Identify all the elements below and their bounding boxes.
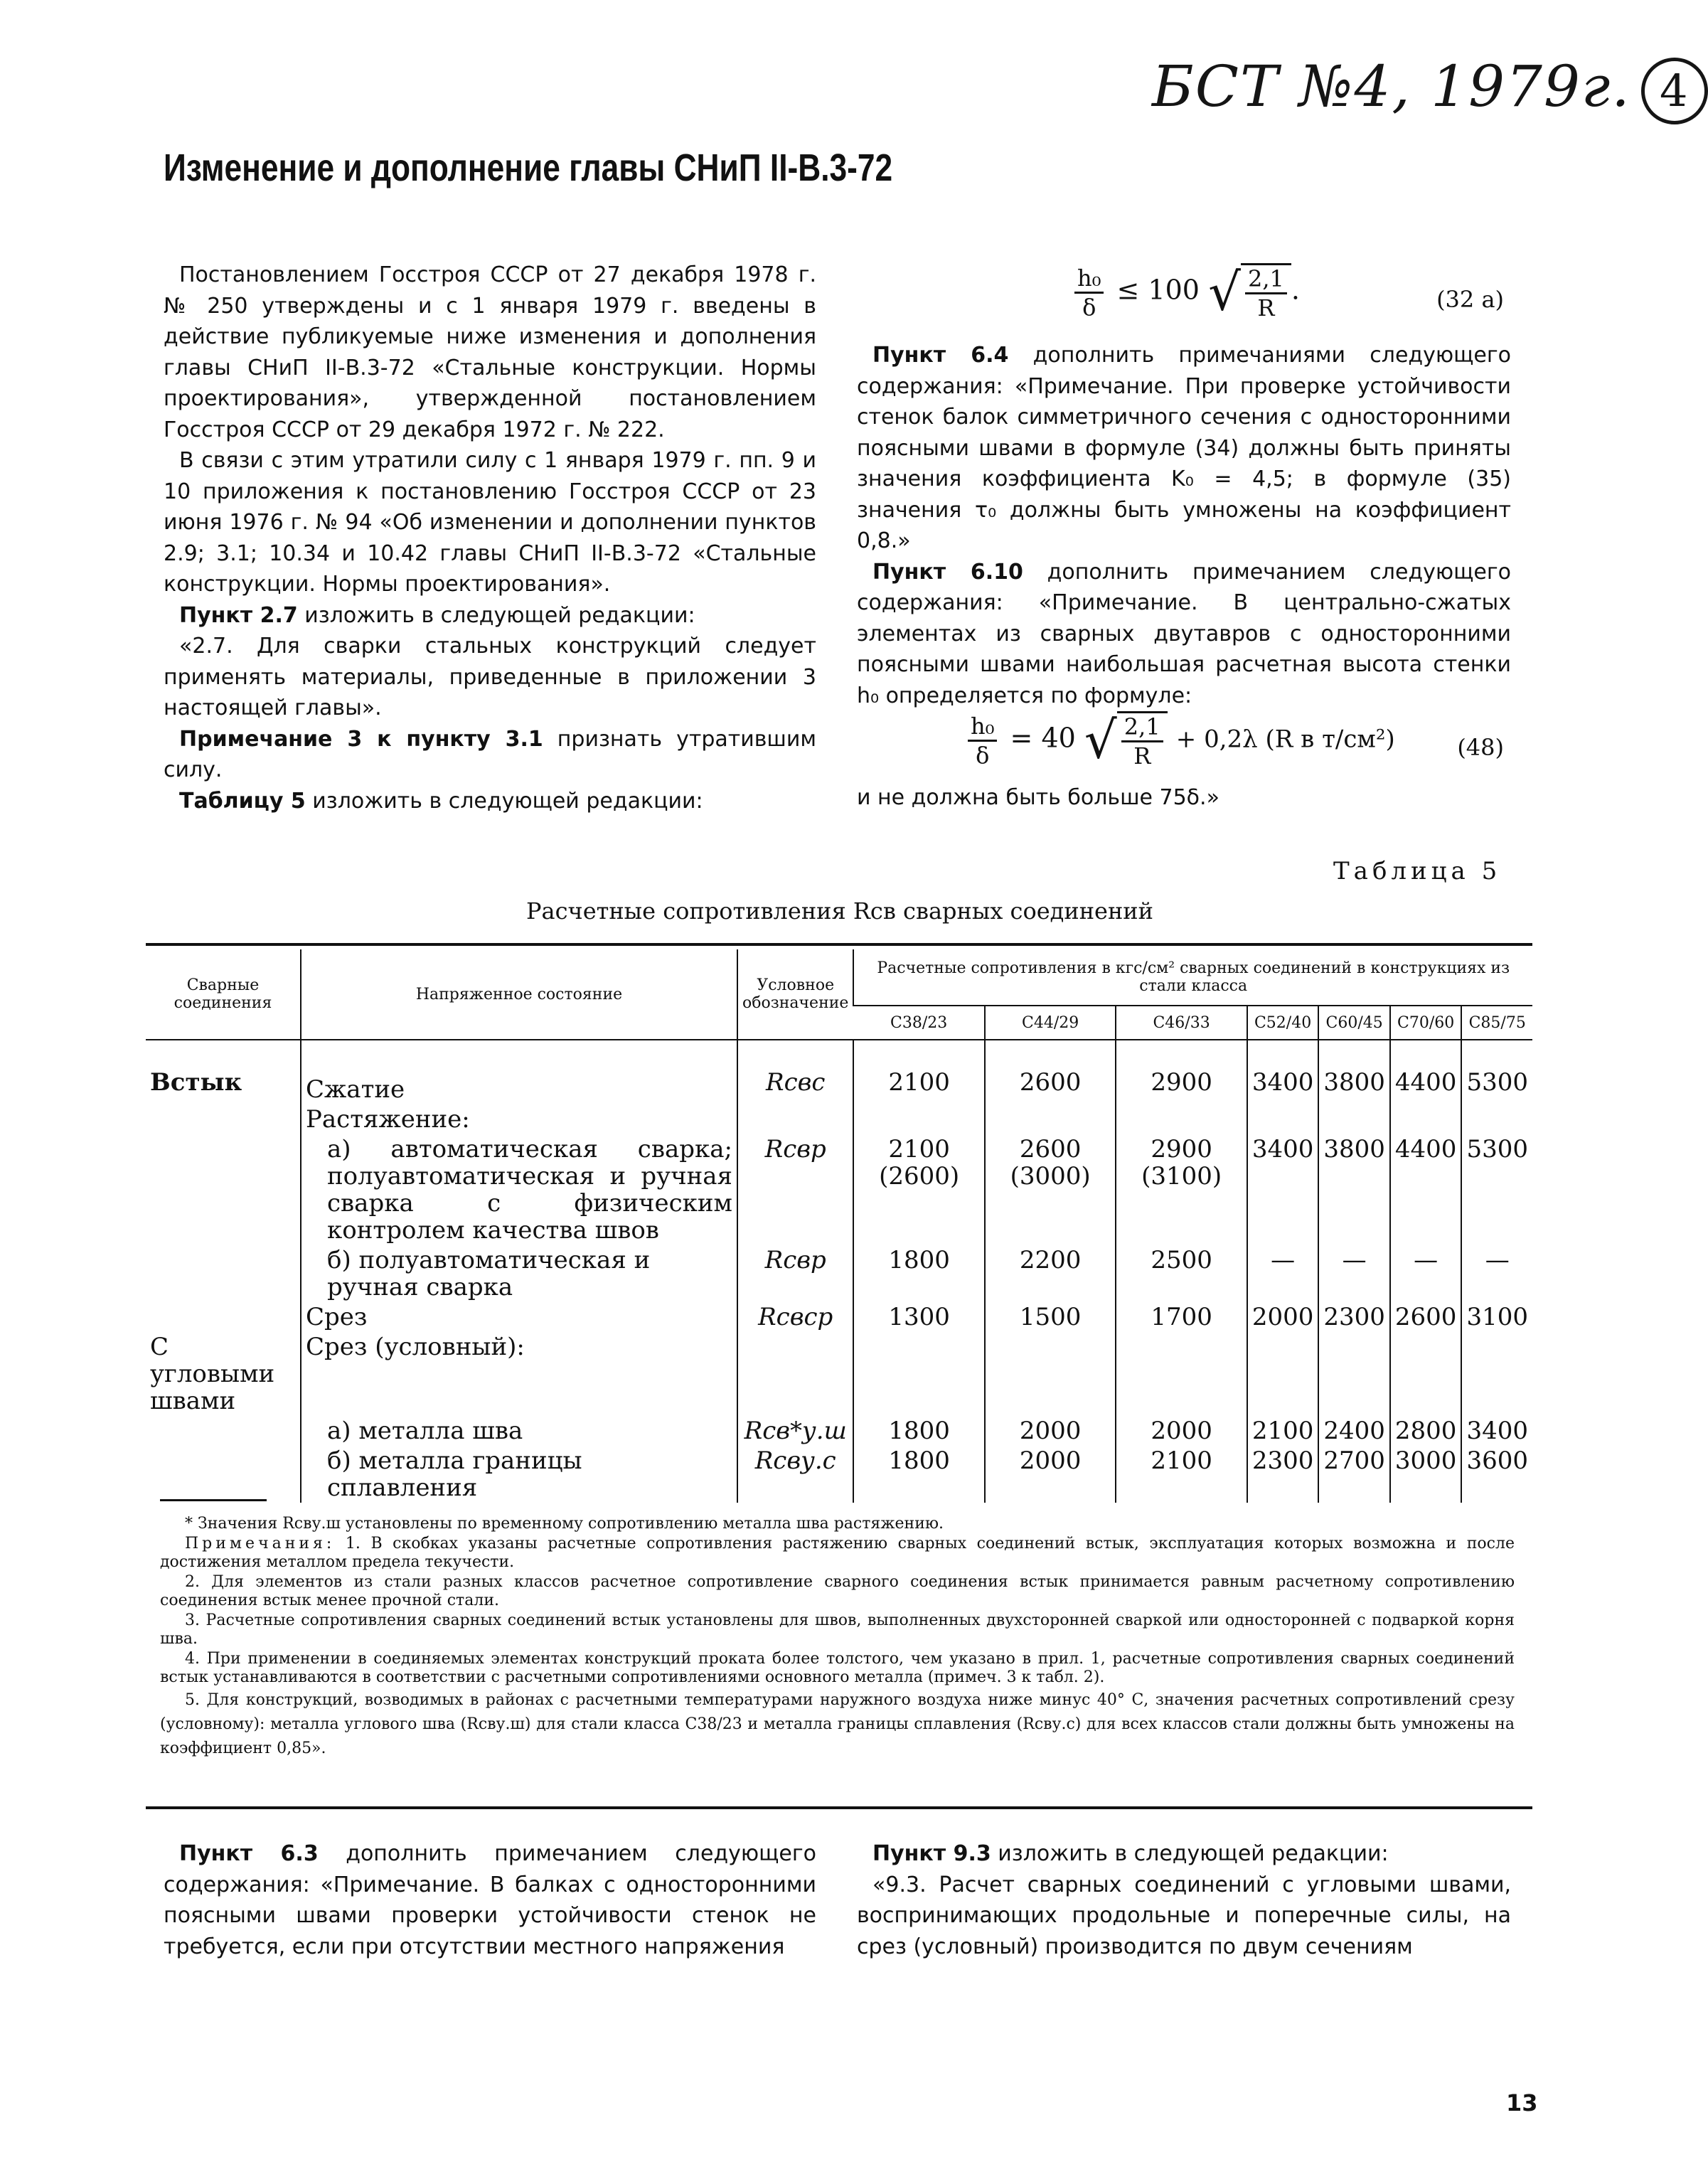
paragraph-point-2-7-text: «2.7. Для сварки стальных конструкций следует применять материалы, приведенные в приложении 3 настоящей главы». <box>164 634 816 720</box>
table-5 <box>146 949 1532 1503</box>
page-number: 13 <box>1506 2089 1538 2116</box>
table-row: Растяжение: <box>146 1104 1532 1134</box>
paragraph-point-6-4: Пункт 6.4 дополнить примечаниями следующего содержания: «Примечание. При проверке устойчивости стенок балок симметричного сечения с односторонними поясными швами в формуле (34) должны быть приняты значения коэффициента K₀ = 4,5; в формуле (35) значения τ₀ должны быть умножены на коэффициент 0,8.» <box>857 343 1511 553</box>
paragraph-decree: Постановлением Госстроя СССР от 27 декабря 1978 г. № 250 утверждены и с 1 января 1979 г. введены в действие публикуемые ниже изменения и дополнения главы СНиП II-В.3-72 «Стальные конструкции. Нормы проектирования», утвержденной постановлением Госстроя СССР от 29 декабря 1972 г. № 222. <box>164 262 816 442</box>
formula-tag-32a: (32 а) <box>1436 286 1504 313</box>
table-row: Встык Сжатие Rсвс 2100 2600 2900 3400 3800 4400 5300 <box>146 1040 1532 1104</box>
header-group: Расчетные сопротивления в кгс/см² сварных соединений в конструкциях из стали класса <box>853 949 1532 1006</box>
table-row: а) металла шва Rсв*у.ш 1800 2000 2000 2100 2400 2800 3400 <box>146 1416 1532 1446</box>
formula-tag-48: (48) <box>1457 734 1504 761</box>
header-class: С44/29 <box>985 1006 1116 1040</box>
formula-48: $\frac{\text{h₀}}{\delta}$ = 40 √ $\frac{2,1}{R}$ + 0,2λ (R в т/см²) (48) <box>857 711 1511 782</box>
table-row: б) металла границы сплавления Rсву.с 1800 2000 2100 2300 2700 3000 3600 <box>146 1446 1532 1503</box>
paragraph-point-2-7: Пункт 2.7 изложить в следующей редакции: <box>179 602 695 628</box>
formula-32a: $\frac{\text{h₀}}{\delta}$ ≤ 100 √ $\frac{2,1}{R}$ . (32 а) <box>857 263 1511 334</box>
header-joints: Сварные соединения <box>146 949 301 1040</box>
header-class: С38/23 <box>853 1006 984 1040</box>
paragraph-table-5: Таблицу 5 изложить в следующей редакции: <box>179 788 703 814</box>
paragraph-point-6-10: Пункт 6.10 дополнить примечанием следующего содержания: «Примечание. В центрально-сжатых элементах из сварных двутавров с односторонними поясными швами наибольшая расчетная высота стенки h₀ определяется по формуле: <box>857 559 1511 708</box>
bottom-left-column <box>164 1838 816 1962</box>
stamp-text: БСТ №4, 1979г. <box>1152 53 1631 119</box>
paragraph-point-9-3-text: «9.3. Расчет сварных соединений с угловыми швами, воспринимающих продольные и поперечные силы, на срез (условный) производится по двум сечениям <box>857 1872 1511 1959</box>
header-class: С70/60 <box>1390 1006 1462 1040</box>
handwritten-stamp <box>1152 53 1708 124</box>
note-2: 2. Для элементов из стали разных классов расчетное сопротивление сварного соединения встык принимается равным расчетному сопротивлению соединения встык менее прочной стали. <box>160 1573 1515 1609</box>
left-column <box>164 260 816 816</box>
note-1: Примечания: 1. В скобках указаны расчетные сопротивления растяжению сварных соединений встык, эксплуатация которых возможна и после достижения металлом предела текучести. <box>160 1535 1515 1571</box>
table-row: б) полуавтоматическая и ручная сварка Rсвр 1800 2200 2500 — — — — <box>146 1245 1532 1302</box>
footnote-rule <box>160 1499 267 1501</box>
header-state: Напряженное состояние <box>301 949 737 1040</box>
header-class: С46/33 <box>1116 1006 1247 1040</box>
header-class: С85/75 <box>1461 1006 1532 1040</box>
table-row: С угловыми швами Срез (условный): <box>146 1332 1532 1416</box>
table-row: а) автоматическая сварка; полуавтоматическая и ручная сварка с физическим контролем качества швов Rсвр 2100 (2600) 2600 (3000) 2900 (3100) 3400 3800 4400 5300 <box>146 1134 1532 1245</box>
paragraph-note-3: Примечание 3 к пункту 3.1 признать утратившим силу. <box>164 726 816 782</box>
right-column <box>857 263 1511 814</box>
table-title: Расчетные сопротивления Rсв сварных соединений <box>526 897 1153 925</box>
note-3: 3. Расчетные сопротивления сварных соединений встык установлены для швов, выполненных двухсторонней сваркой или односторонней с подваркой корня шва. <box>160 1612 1515 1648</box>
note-5: 5. Для конструкций, возводимых в районах с расчетными температурами наружного воздуха ниже минус 40° С, значения расчетных сопротивлений срезу (условному): металла углового шва (Rсву.ш) для стали класса С38/23 и металла границы сплавления (Rсву.с) для всех классов стали должны быть умножены на коэффициент 0,85». <box>160 1691 1515 1757</box>
table-top-rule <box>146 943 1532 946</box>
table-bottom-rule <box>146 1806 1532 1809</box>
paragraph-point-6-3: Пункт 6.3 дополнить примечанием следующего содержания: «Примечание. В балках с односторонними поясными швами проверки устойчивости стенок не требуется, если при отсутствии местного напряжения <box>164 1841 816 1959</box>
header-symbol: Условное обозначение <box>737 949 853 1040</box>
table-row: Срез Rсвср 1300 1500 1700 2000 2300 2600 3100 <box>146 1302 1532 1332</box>
table-notes <box>160 1515 1515 1762</box>
note-4: 4. При применении в соединяемых элементах конструкций проката более толстого, чем указано в прил. 1, расчетные сопротивления сварных соединений встык устанавливаются в соответствии с расчетными сопротивлениями основного металла (примеч. 3 к табл. 2). <box>160 1650 1515 1686</box>
page-heading: Изменение и дополнение главы СНиП II-В.3-72 <box>164 147 893 189</box>
bottom-right-column <box>857 1838 1511 1962</box>
paragraph-limit: и не должна быть больше 75δ.» <box>857 785 1219 810</box>
table-caption: Таблица 5 <box>1333 857 1502 885</box>
paragraph-point-9-3: Пункт 9.3 изложить в следующей редакции: <box>872 1841 1389 1866</box>
stamp-circle-number: 4 <box>1641 58 1708 124</box>
header-class: С60/45 <box>1318 1006 1390 1040</box>
header-class: С52/40 <box>1247 1006 1319 1040</box>
note-star: * Значения Rсву.ш установлены по временному сопротивлению металла шва растяжению. <box>185 1515 944 1533</box>
paragraph-repealed: В связи с этим утратили силу с 1 января 1979 г. пп. 9 и 10 приложения к постановлению Госстроя СССР от 23 июня 1976 г. № 94 «Об изменении и дополнении пунктов 2.9; 3.1; 10.34 и 10.42 главы СНиП II-В.3-72 «Стальные конструкции. Нормы проектирования». <box>164 448 816 597</box>
